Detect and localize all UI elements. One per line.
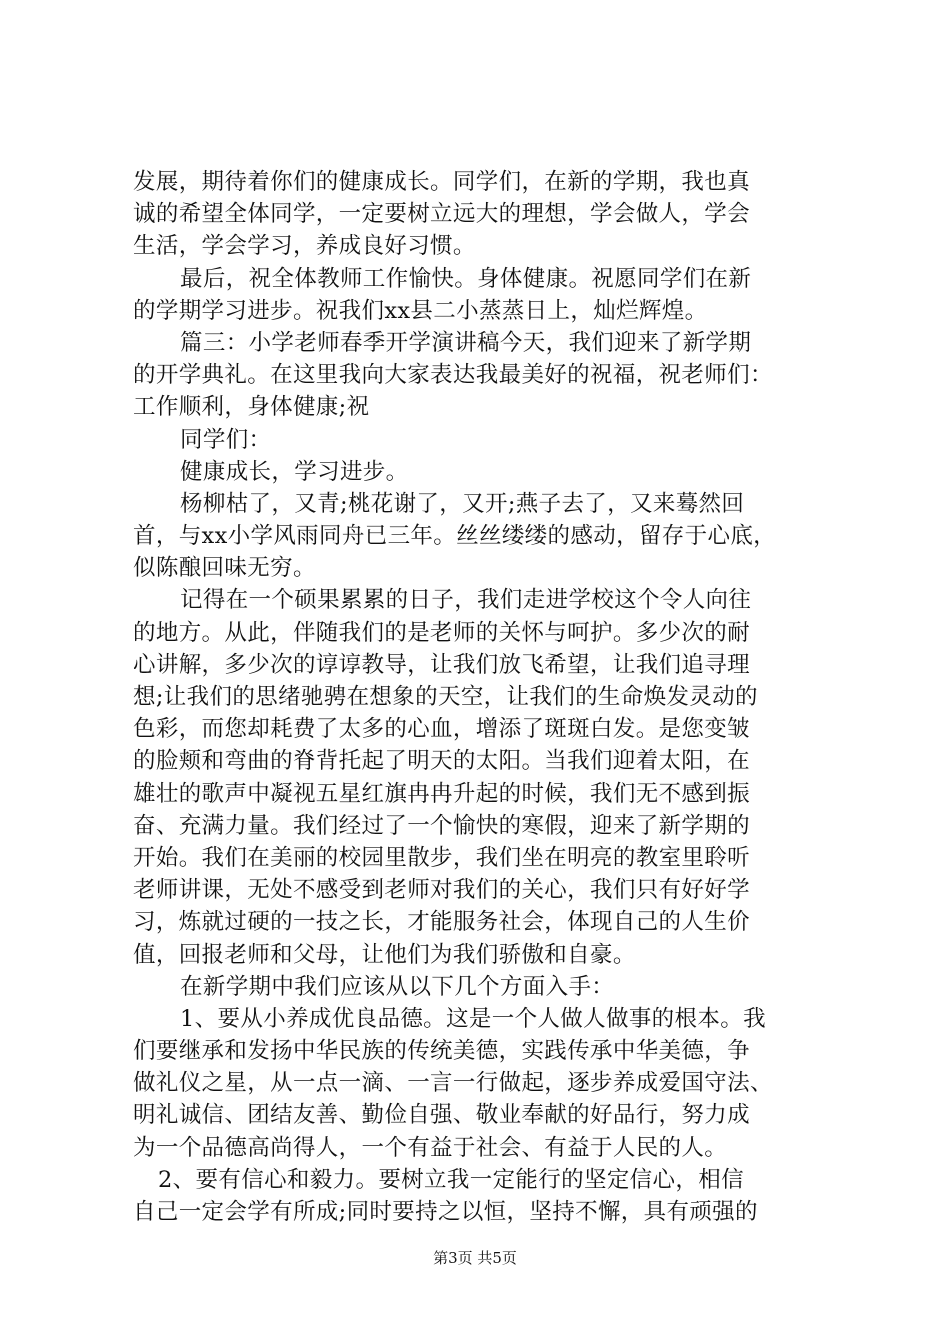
list-item-line: 1、要从小养成优良品德。这是一个人做人做事的根本。我 [180,1005,766,1032]
text-line: 自己一定会学有所成;同时要持之以恒，坚持不懈，具有顽强的 [133,1199,758,1225]
text-line: 雄壮的歌声中凝视五星红旗冉冉升起的时候，我们无不感到振 [133,780,750,807]
text-line: 的脸颊和弯曲的脊背托起了明天的太阳。当我们迎着太阳，在 [133,748,750,775]
text-line: 老师讲课，无处不感受到老师对我们的关心，我们只有好好学 [133,877,750,904]
list-item-line: 2、要有信心和毅力。要树立我一定能行的坚定信心，相信 [158,1166,744,1193]
text-line: 奋、充满力量。我们经过了一个愉快的寒假，迎来了新学期的 [133,812,750,839]
text-line: 明礼诚信、团结友善、勤俭自强、敬业奉献的好品行，努力成 [133,1102,750,1129]
text-line: 似陈酿回味无穷。 [133,555,316,582]
document-body [133,166,833,1228]
text-line: 工作顺利，身体健康;祝 [133,394,370,421]
text-line: 健康成长，学习进步。 [180,458,409,485]
text-line: 为一个品德高尚得人，一个有益于社会、有益于人民的人。 [133,1134,728,1161]
text-line: 最后，祝全体教师工作愉快。身体健康。祝愿同学们在新 [180,265,752,292]
text-line: 们要继承和发扬中华民族的传统美德，实践传承中华美德，争 [133,1038,750,1065]
text-line: 色彩，而您却耗费了太多的心血，增添了斑斑白发。是您变皱 [133,716,750,743]
text-line: 的地方。从此，伴随我们的是老师的关怀与呵护。多少次的耐 [133,619,750,646]
text-line: 同学们： [180,426,272,453]
text-line: 想;让我们的思绪驰骋在想象的天空，让我们的生命焕发灵动的 [133,684,758,710]
page-number-label: 第3页 共5页 [433,1249,517,1267]
text-line: 记得在一个硕果累累的日子，我们走进学校这个令人向往 [180,587,752,614]
text-line: 值，回报老师和父母，让他们为我们骄傲和自豪。 [133,941,636,968]
text-line: 首，与xx小学风雨同舟已三年。丝丝缕缕的感动，留存于心底， [133,523,777,550]
text-line: 杨柳枯了，又青;桃花谢了，又开;燕子去了，又来蓦然回 [180,490,745,517]
section-heading-line: 篇三：小学老师春季开学演讲稿今天，我们迎来了新学期 [180,329,752,356]
text-line: 做礼仪之星，从一点一滴、一言一行做起，逐步养成爱国守法、 [133,1070,773,1097]
text-line: 诚的希望全体同学，一定要树立远大的理想，学会做人，学会 [133,201,750,228]
text-line: 发展，期待着你们的健康成长。同学们，在新的学期，我也真 [133,169,750,195]
text-line: 生活，学会学习，养成良好习惯。 [133,233,476,260]
text-line: 心讲解，多少次的谆谆教导，让我们放飞希望，让我们追寻理 [133,651,750,678]
text-line: 的开学典礼。在这里我向大家表达我最美好的祝福，祝老师们： [133,362,773,389]
text-line: 的学期学习进步。祝我们xx县二小蒸蒸日上，灿烂辉煌。 [133,297,708,324]
text-line: 习，炼就过硬的一技之长，才能服务社会，体现自己的人生价 [133,909,750,936]
text-line: 开始。我们在美丽的校园里散步，我们坐在明亮的教室里聆听 [133,844,750,871]
text-line: 在新学期中我们应该从以下几个方面入手： [180,973,615,1000]
page-footer [0,1248,950,1268]
